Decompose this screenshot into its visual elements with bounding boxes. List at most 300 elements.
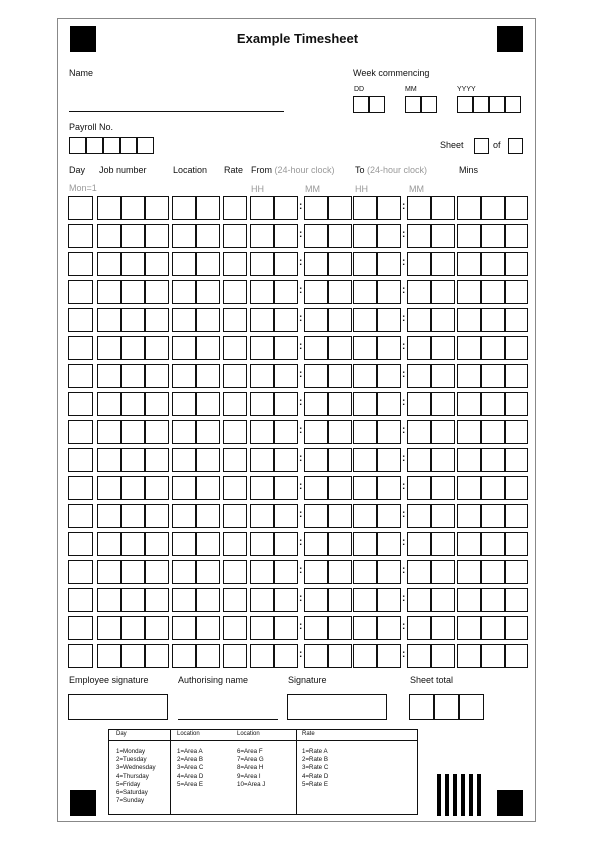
cell-from-mm-1[interactable] — [304, 644, 328, 668]
cell-mins-2[interactable] — [481, 532, 505, 556]
cell-rate[interactable] — [223, 448, 247, 472]
cell-to-hh-1[interactable] — [353, 308, 377, 332]
cell-day[interactable] — [68, 532, 93, 556]
cell-rate[interactable] — [223, 224, 247, 248]
cell-job-2[interactable] — [121, 504, 145, 528]
cell-job-2[interactable] — [121, 280, 145, 304]
cell-from-mm-2[interactable] — [328, 476, 352, 500]
cell-from-mm-2[interactable] — [328, 588, 352, 612]
cell-from-mm-1[interactable] — [304, 588, 328, 612]
cell-rate[interactable] — [223, 532, 247, 556]
cell-to-mm-2[interactable] — [431, 504, 455, 528]
cell-location-2[interactable] — [196, 532, 220, 556]
cell-from-hh-2[interactable] — [274, 280, 298, 304]
cell-mins-2[interactable] — [481, 336, 505, 360]
cell-to-hh-2[interactable] — [377, 448, 401, 472]
dd-box-2[interactable] — [369, 96, 385, 113]
cell-from-mm-2[interactable] — [328, 224, 352, 248]
cell-mins-3[interactable] — [505, 476, 528, 500]
cell-job-1[interactable] — [97, 588, 121, 612]
cell-mins-1[interactable] — [457, 448, 481, 472]
cell-to-hh-2[interactable] — [377, 364, 401, 388]
cell-job-3[interactable] — [145, 336, 169, 360]
cell-job-2[interactable] — [121, 448, 145, 472]
cell-from-hh-2[interactable] — [274, 504, 298, 528]
cell-location-2[interactable] — [196, 476, 220, 500]
cell-mins-3[interactable] — [505, 532, 528, 556]
cell-to-hh-2[interactable] — [377, 308, 401, 332]
cell-job-3[interactable] — [145, 224, 169, 248]
cell-mins-3[interactable] — [505, 420, 528, 444]
cell-job-1[interactable] — [97, 392, 121, 416]
cell-mins-1[interactable] — [457, 224, 481, 248]
cell-rate[interactable] — [223, 616, 247, 640]
cell-to-hh-2[interactable] — [377, 504, 401, 528]
payroll-box-1[interactable] — [69, 137, 86, 154]
cell-job-1[interactable] — [97, 280, 121, 304]
cell-from-mm-2[interactable] — [328, 364, 352, 388]
cell-mins-3[interactable] — [505, 616, 528, 640]
payroll-box-2[interactable] — [86, 137, 103, 154]
sheet-total-box-2[interactable] — [434, 694, 459, 720]
cell-rate[interactable] — [223, 364, 247, 388]
cell-job-1[interactable] — [97, 476, 121, 500]
cell-from-hh-1[interactable] — [250, 616, 274, 640]
cell-to-hh-1[interactable] — [353, 644, 377, 668]
cell-from-mm-1[interactable] — [304, 196, 328, 220]
cell-from-hh-2[interactable] — [274, 252, 298, 276]
cell-rate[interactable] — [223, 420, 247, 444]
mm-box-2[interactable] — [421, 96, 437, 113]
cell-day[interactable] — [68, 392, 93, 416]
cell-from-hh-2[interactable] — [274, 308, 298, 332]
cell-job-2[interactable] — [121, 644, 145, 668]
cell-to-mm-2[interactable] — [431, 280, 455, 304]
cell-job-2[interactable] — [121, 532, 145, 556]
cell-from-mm-1[interactable] — [304, 336, 328, 360]
cell-to-mm-2[interactable] — [431, 364, 455, 388]
cell-mins-3[interactable] — [505, 196, 528, 220]
cell-location-1[interactable] — [172, 252, 196, 276]
cell-day[interactable] — [68, 560, 93, 584]
cell-location-2[interactable] — [196, 280, 220, 304]
cell-day[interactable] — [68, 644, 93, 668]
cell-to-mm-2[interactable] — [431, 196, 455, 220]
cell-to-mm-1[interactable] — [407, 364, 431, 388]
cell-job-1[interactable] — [97, 252, 121, 276]
cell-mins-2[interactable] — [481, 308, 505, 332]
cell-from-mm-2[interactable] — [328, 252, 352, 276]
cell-job-3[interactable] — [145, 616, 169, 640]
cell-location-2[interactable] — [196, 308, 220, 332]
name-field[interactable] — [69, 111, 284, 112]
cell-mins-1[interactable] — [457, 504, 481, 528]
cell-location-1[interactable] — [172, 476, 196, 500]
cell-day[interactable] — [68, 448, 93, 472]
cell-from-mm-2[interactable] — [328, 616, 352, 640]
cell-day[interactable] — [68, 504, 93, 528]
cell-job-3[interactable] — [145, 280, 169, 304]
cell-to-mm-1[interactable] — [407, 196, 431, 220]
employee-signature-box[interactable] — [68, 694, 168, 720]
cell-location-2[interactable] — [196, 504, 220, 528]
cell-day[interactable] — [68, 476, 93, 500]
cell-mins-2[interactable] — [481, 364, 505, 388]
cell-rate[interactable] — [223, 196, 247, 220]
cell-to-mm-1[interactable] — [407, 504, 431, 528]
cell-to-hh-2[interactable] — [377, 252, 401, 276]
yyyy-box-1[interactable] — [457, 96, 473, 113]
cell-job-1[interactable] — [97, 196, 121, 220]
authorising-name-field[interactable] — [178, 719, 278, 720]
cell-to-mm-1[interactable] — [407, 448, 431, 472]
cell-job-1[interactable] — [97, 448, 121, 472]
cell-from-mm-1[interactable] — [304, 532, 328, 556]
cell-to-mm-1[interactable] — [407, 308, 431, 332]
mm-box-1[interactable] — [405, 96, 421, 113]
cell-location-2[interactable] — [196, 616, 220, 640]
cell-to-hh-2[interactable] — [377, 280, 401, 304]
cell-job-2[interactable] — [121, 364, 145, 388]
cell-rate[interactable] — [223, 504, 247, 528]
cell-mins-3[interactable] — [505, 448, 528, 472]
cell-from-mm-1[interactable] — [304, 392, 328, 416]
cell-mins-3[interactable] — [505, 644, 528, 668]
cell-from-mm-1[interactable] — [304, 308, 328, 332]
cell-to-hh-1[interactable] — [353, 532, 377, 556]
cell-mins-1[interactable] — [457, 476, 481, 500]
cell-from-hh-1[interactable] — [250, 308, 274, 332]
cell-rate[interactable] — [223, 476, 247, 500]
cell-day[interactable] — [68, 252, 93, 276]
cell-mins-1[interactable] — [457, 560, 481, 584]
cell-job-1[interactable] — [97, 644, 121, 668]
cell-from-hh-1[interactable] — [250, 336, 274, 360]
cell-mins-1[interactable] — [457, 336, 481, 360]
cell-from-hh-2[interactable] — [274, 364, 298, 388]
cell-to-hh-1[interactable] — [353, 196, 377, 220]
cell-to-mm-2[interactable] — [431, 448, 455, 472]
cell-job-2[interactable] — [121, 336, 145, 360]
cell-mins-3[interactable] — [505, 504, 528, 528]
cell-from-mm-2[interactable] — [328, 644, 352, 668]
cell-from-mm-1[interactable] — [304, 252, 328, 276]
cell-location-2[interactable] — [196, 224, 220, 248]
cell-mins-1[interactable] — [457, 532, 481, 556]
cell-rate[interactable] — [223, 644, 247, 668]
cell-to-hh-2[interactable] — [377, 392, 401, 416]
cell-to-hh-1[interactable] — [353, 252, 377, 276]
cell-from-mm-2[interactable] — [328, 448, 352, 472]
cell-mins-3[interactable] — [505, 588, 528, 612]
cell-from-mm-2[interactable] — [328, 560, 352, 584]
cell-to-hh-2[interactable] — [377, 420, 401, 444]
cell-location-2[interactable] — [196, 336, 220, 360]
cell-job-1[interactable] — [97, 224, 121, 248]
cell-to-hh-1[interactable] — [353, 588, 377, 612]
cell-mins-2[interactable] — [481, 588, 505, 612]
yyyy-box-2[interactable] — [473, 96, 489, 113]
cell-from-mm-2[interactable] — [328, 308, 352, 332]
cell-mins-1[interactable] — [457, 280, 481, 304]
cell-job-2[interactable] — [121, 392, 145, 416]
cell-job-3[interactable] — [145, 308, 169, 332]
cell-to-mm-1[interactable] — [407, 588, 431, 612]
cell-location-2[interactable] — [196, 560, 220, 584]
cell-day[interactable] — [68, 224, 93, 248]
cell-rate[interactable] — [223, 252, 247, 276]
cell-mins-2[interactable] — [481, 224, 505, 248]
cell-mins-2[interactable] — [481, 392, 505, 416]
cell-from-hh-2[interactable] — [274, 392, 298, 416]
cell-job-1[interactable] — [97, 532, 121, 556]
cell-location-1[interactable] — [172, 392, 196, 416]
cell-from-mm-2[interactable] — [328, 504, 352, 528]
cell-from-hh-2[interactable] — [274, 336, 298, 360]
cell-job-2[interactable] — [121, 588, 145, 612]
cell-mins-1[interactable] — [457, 364, 481, 388]
cell-to-mm-2[interactable] — [431, 644, 455, 668]
cell-to-mm-2[interactable] — [431, 476, 455, 500]
cell-from-hh-2[interactable] — [274, 196, 298, 220]
cell-to-mm-2[interactable] — [431, 588, 455, 612]
cell-location-1[interactable] — [172, 588, 196, 612]
cell-mins-2[interactable] — [481, 252, 505, 276]
sheet-total-box-3[interactable] — [459, 694, 484, 720]
cell-job-1[interactable] — [97, 560, 121, 584]
cell-location-1[interactable] — [172, 308, 196, 332]
cell-job-2[interactable] — [121, 476, 145, 500]
cell-from-hh-1[interactable] — [250, 504, 274, 528]
cell-job-2[interactable] — [121, 252, 145, 276]
cell-to-mm-1[interactable] — [407, 420, 431, 444]
cell-mins-1[interactable] — [457, 308, 481, 332]
cell-mins-2[interactable] — [481, 504, 505, 528]
cell-from-mm-1[interactable] — [304, 504, 328, 528]
cell-to-hh-2[interactable] — [377, 476, 401, 500]
sheet-total-box-1[interactable] — [409, 694, 434, 720]
cell-to-mm-2[interactable] — [431, 420, 455, 444]
cell-to-hh-1[interactable] — [353, 560, 377, 584]
cell-job-1[interactable] — [97, 504, 121, 528]
cell-day[interactable] — [68, 308, 93, 332]
cell-location-1[interactable] — [172, 280, 196, 304]
cell-to-hh-1[interactable] — [353, 448, 377, 472]
cell-from-mm-1[interactable] — [304, 280, 328, 304]
cell-mins-3[interactable] — [505, 308, 528, 332]
cell-from-hh-1[interactable] — [250, 392, 274, 416]
cell-mins-2[interactable] — [481, 280, 505, 304]
cell-job-2[interactable] — [121, 616, 145, 640]
cell-day[interactable] — [68, 588, 93, 612]
cell-from-hh-1[interactable] — [250, 644, 274, 668]
cell-from-hh-1[interactable] — [250, 280, 274, 304]
cell-mins-2[interactable] — [481, 560, 505, 584]
cell-mins-1[interactable] — [457, 196, 481, 220]
cell-to-mm-2[interactable] — [431, 392, 455, 416]
cell-from-hh-2[interactable] — [274, 532, 298, 556]
cell-from-mm-1[interactable] — [304, 560, 328, 584]
cell-to-hh-1[interactable] — [353, 336, 377, 360]
cell-to-mm-1[interactable] — [407, 280, 431, 304]
cell-location-2[interactable] — [196, 448, 220, 472]
cell-location-1[interactable] — [172, 420, 196, 444]
cell-job-3[interactable] — [145, 588, 169, 612]
cell-from-hh-1[interactable] — [250, 448, 274, 472]
cell-from-hh-2[interactable] — [274, 420, 298, 444]
cell-to-hh-2[interactable] — [377, 196, 401, 220]
cell-from-hh-1[interactable] — [250, 420, 274, 444]
cell-to-hh-2[interactable] — [377, 224, 401, 248]
cell-job-1[interactable] — [97, 364, 121, 388]
cell-location-1[interactable] — [172, 616, 196, 640]
cell-to-hh-1[interactable] — [353, 280, 377, 304]
cell-location-2[interactable] — [196, 420, 220, 444]
cell-from-hh-2[interactable] — [274, 448, 298, 472]
cell-to-mm-1[interactable] — [407, 392, 431, 416]
cell-to-hh-1[interactable] — [353, 476, 377, 500]
cell-to-hh-2[interactable] — [377, 532, 401, 556]
cell-mins-1[interactable] — [457, 616, 481, 640]
cell-job-3[interactable] — [145, 504, 169, 528]
cell-job-1[interactable] — [97, 616, 121, 640]
cell-day[interactable] — [68, 420, 93, 444]
cell-to-mm-1[interactable] — [407, 560, 431, 584]
cell-location-1[interactable] — [172, 224, 196, 248]
cell-job-2[interactable] — [121, 420, 145, 444]
cell-to-mm-2[interactable] — [431, 308, 455, 332]
cell-from-hh-1[interactable] — [250, 252, 274, 276]
cell-from-hh-1[interactable] — [250, 560, 274, 584]
payroll-box-3[interactable] — [103, 137, 120, 154]
cell-location-2[interactable] — [196, 644, 220, 668]
cell-mins-3[interactable] — [505, 224, 528, 248]
cell-mins-2[interactable] — [481, 644, 505, 668]
cell-rate[interactable] — [223, 588, 247, 612]
cell-job-3[interactable] — [145, 448, 169, 472]
cell-from-hh-1[interactable] — [250, 364, 274, 388]
cell-from-mm-1[interactable] — [304, 420, 328, 444]
payroll-box-4[interactable] — [120, 137, 137, 154]
cell-day[interactable] — [68, 616, 93, 640]
cell-rate[interactable] — [223, 560, 247, 584]
cell-to-hh-1[interactable] — [353, 364, 377, 388]
cell-day[interactable] — [68, 280, 93, 304]
cell-mins-3[interactable] — [505, 336, 528, 360]
cell-to-mm-1[interactable] — [407, 476, 431, 500]
cell-to-mm-2[interactable] — [431, 532, 455, 556]
cell-from-hh-1[interactable] — [250, 196, 274, 220]
cell-rate[interactable] — [223, 336, 247, 360]
cell-job-1[interactable] — [97, 420, 121, 444]
cell-job-3[interactable] — [145, 560, 169, 584]
cell-from-mm-2[interactable] — [328, 280, 352, 304]
signature-box[interactable] — [287, 694, 387, 720]
cell-from-hh-2[interactable] — [274, 588, 298, 612]
cell-from-hh-2[interactable] — [274, 224, 298, 248]
cell-job-1[interactable] — [97, 336, 121, 360]
cell-location-2[interactable] — [196, 588, 220, 612]
cell-to-hh-1[interactable] — [353, 224, 377, 248]
cell-location-2[interactable] — [196, 252, 220, 276]
cell-day[interactable] — [68, 364, 93, 388]
cell-from-mm-2[interactable] — [328, 196, 352, 220]
cell-from-hh-1[interactable] — [250, 588, 274, 612]
cell-mins-3[interactable] — [505, 392, 528, 416]
cell-to-hh-2[interactable] — [377, 336, 401, 360]
cell-mins-2[interactable] — [481, 616, 505, 640]
cell-mins-3[interactable] — [505, 252, 528, 276]
cell-mins-2[interactable] — [481, 420, 505, 444]
cell-to-hh-1[interactable] — [353, 392, 377, 416]
cell-job-3[interactable] — [145, 392, 169, 416]
cell-mins-1[interactable] — [457, 252, 481, 276]
cell-from-hh-1[interactable] — [250, 532, 274, 556]
cell-to-hh-1[interactable] — [353, 504, 377, 528]
cell-to-mm-1[interactable] — [407, 616, 431, 640]
yyyy-box-4[interactable] — [505, 96, 521, 113]
cell-location-1[interactable] — [172, 364, 196, 388]
cell-mins-2[interactable] — [481, 448, 505, 472]
cell-location-1[interactable] — [172, 336, 196, 360]
cell-job-3[interactable] — [145, 420, 169, 444]
cell-from-mm-1[interactable] — [304, 224, 328, 248]
cell-job-3[interactable] — [145, 476, 169, 500]
cell-location-1[interactable] — [172, 532, 196, 556]
cell-from-mm-1[interactable] — [304, 476, 328, 500]
cell-job-3[interactable] — [145, 252, 169, 276]
cell-from-hh-2[interactable] — [274, 476, 298, 500]
cell-from-hh-2[interactable] — [274, 560, 298, 584]
cell-mins-1[interactable] — [457, 420, 481, 444]
cell-job-3[interactable] — [145, 364, 169, 388]
cell-to-mm-2[interactable] — [431, 252, 455, 276]
cell-rate[interactable] — [223, 280, 247, 304]
cell-job-2[interactable] — [121, 560, 145, 584]
cell-mins-1[interactable] — [457, 644, 481, 668]
cell-to-mm-2[interactable] — [431, 616, 455, 640]
cell-to-hh-1[interactable] — [353, 616, 377, 640]
cell-to-hh-2[interactable] — [377, 644, 401, 668]
cell-job-1[interactable] — [97, 308, 121, 332]
cell-location-1[interactable] — [172, 644, 196, 668]
cell-from-mm-2[interactable] — [328, 532, 352, 556]
cell-job-3[interactable] — [145, 196, 169, 220]
payroll-box-5[interactable] — [137, 137, 154, 154]
cell-to-hh-2[interactable] — [377, 588, 401, 612]
cell-to-mm-2[interactable] — [431, 224, 455, 248]
cell-rate[interactable] — [223, 308, 247, 332]
cell-to-hh-2[interactable] — [377, 560, 401, 584]
cell-mins-1[interactable] — [457, 588, 481, 612]
cell-from-hh-2[interactable] — [274, 644, 298, 668]
cell-to-mm-1[interactable] — [407, 224, 431, 248]
cell-location-1[interactable] — [172, 448, 196, 472]
cell-day[interactable] — [68, 336, 93, 360]
yyyy-box-3[interactable] — [489, 96, 505, 113]
cell-to-mm-1[interactable] — [407, 336, 431, 360]
cell-from-mm-1[interactable] — [304, 448, 328, 472]
cell-location-1[interactable] — [172, 504, 196, 528]
cell-location-2[interactable] — [196, 392, 220, 416]
cell-from-mm-1[interactable] — [304, 364, 328, 388]
cell-to-mm-2[interactable] — [431, 560, 455, 584]
cell-job-2[interactable] — [121, 224, 145, 248]
cell-from-hh-1[interactable] — [250, 224, 274, 248]
cell-job-2[interactable] — [121, 196, 145, 220]
cell-from-hh-2[interactable] — [274, 616, 298, 640]
cell-from-hh-1[interactable] — [250, 476, 274, 500]
